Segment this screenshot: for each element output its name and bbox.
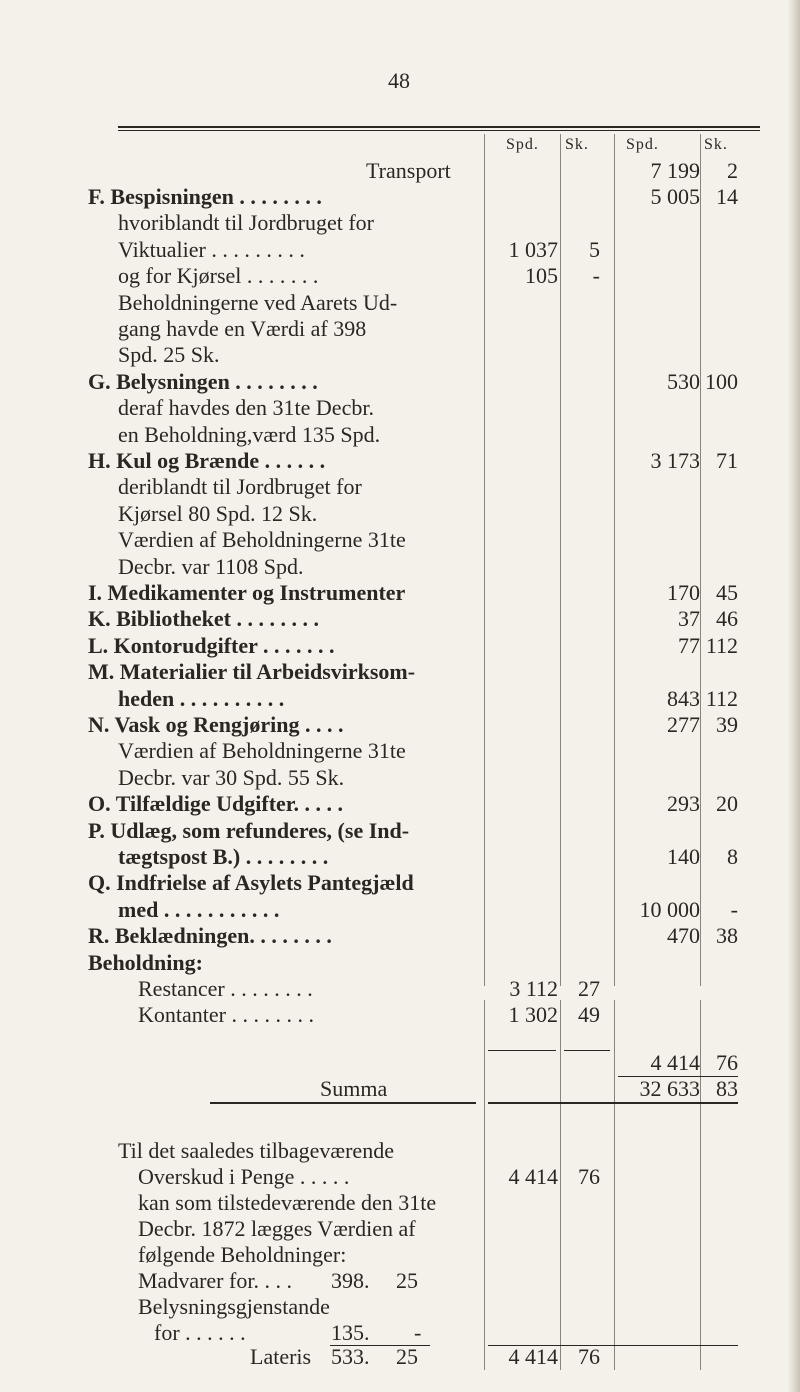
row-sk-1: 27 (578, 976, 600, 1001)
row-label: I. Medikamenter og Instrumenter (88, 580, 406, 605)
summa-rule-left (210, 1102, 476, 1104)
row-sk-2: 14 (716, 184, 738, 209)
row-label: Kontanter . . . . . . . . (138, 1002, 314, 1027)
row-spd-1: 105 (525, 263, 558, 288)
row-label: med . . . . . . . . . . . (118, 897, 280, 922)
row-spd-2: 843 (667, 686, 700, 711)
row-label: K. Bibliotheket . . . . . . . . (88, 606, 320, 631)
row-sk-2: 112 (705, 633, 738, 658)
row-sk-2: - (730, 897, 738, 922)
row-spd-2: 10 000 (639, 897, 700, 922)
bottom-line-1: Til det saaledes tilbageværende (118, 1138, 394, 1163)
row-label: Q. Indfrielse af Asylets Pantegjæld (88, 870, 414, 895)
col-header-spd-2: Spd. (626, 136, 659, 153)
lateris-spd: 4 414 (508, 1344, 558, 1369)
transport-sk: 2 (727, 158, 738, 183)
page-number: 48 (388, 68, 410, 93)
row-sk-2: 39 (716, 712, 738, 737)
row-spd-2: 77 (678, 633, 700, 658)
bottom-line-4: Decbr. 1872 lægges Værdien af (138, 1216, 416, 1241)
row-spd-2: 277 (667, 712, 700, 737)
page-edge (788, 0, 800, 1392)
row-label: Værdien af Beholdningerne 31te (118, 527, 406, 552)
top-rule-thin (118, 130, 760, 131)
summa-rule-bottom (488, 1102, 738, 1104)
belysning-spd: 135. (331, 1320, 370, 1345)
row-sk-1: 5 (589, 237, 600, 262)
row-spd-2: 37 (678, 606, 700, 631)
lateris-inner-spd: 533. (331, 1344, 370, 1369)
lateris-label: Lateris (250, 1344, 312, 1369)
row-spd-1: 3 112 (509, 976, 558, 1001)
row-label: og for Kjørsel . . . . . . . (118, 263, 319, 288)
row-label: R. Beklædningen. . . . . . . . (88, 923, 332, 948)
row-label: Spd. 25 Sk. (118, 342, 220, 367)
row-label: hvoriblandt til Jordbruget for (118, 210, 375, 235)
bottom-line-3: kan som tilstedeværende den 31te (138, 1190, 437, 1215)
row-label: Decbr. var 30 Spd. 55 Sk. (118, 765, 345, 790)
belysning-sk: - (414, 1320, 422, 1345)
bottom-line-5: følgende Beholdninger: (138, 1242, 347, 1267)
row-label: G. Belysningen . . . . . . . . (88, 369, 318, 394)
row-label: O. Tilfældige Udgifter. . . . . (88, 791, 344, 816)
row-label: N. Vask og Rengjøring . . . . (88, 712, 344, 737)
row-sk-2: 71 (716, 448, 738, 473)
summa-label: Summa (320, 1076, 388, 1101)
row-label: deriblandt til Jordbruget for (118, 474, 362, 499)
row-spd-2: 293 (667, 791, 700, 816)
row-spd-2: 5 005 (650, 184, 700, 209)
row-spd-2: 3 173 (650, 448, 700, 473)
row-label: Beholdning: (88, 950, 203, 975)
row-label: Decbr. var 1108 Spd. (118, 554, 304, 579)
col-header-spd-1: Spd. (506, 136, 539, 153)
madvarer-spd: 398. (331, 1268, 370, 1293)
row-sk-2: 45 (716, 580, 738, 605)
row-label: Viktualier . . . . . . . . . (118, 237, 305, 262)
row-label: Restancer . . . . . . . . (138, 976, 313, 1001)
top-rule (118, 126, 760, 128)
beholdning-total-sk: 76 (716, 1050, 738, 1075)
row-label: Kjørsel 80 Spd. 12 Sk. (118, 501, 318, 526)
bottom-line-6: Madvarer for. . . . (138, 1268, 292, 1293)
row-spd-1: 1 302 (508, 1002, 558, 1027)
bottom-line-7: Belysningsgjenstande (138, 1294, 330, 1319)
row-label: Beholdningerne ved Aarets Ud- (118, 290, 398, 315)
madvarer-sk: 25 (396, 1268, 418, 1293)
transport-label: Transport (366, 158, 451, 183)
row-sk-1: 49 (578, 1002, 600, 1027)
bottom-line-8: for . . . . . . (154, 1320, 246, 1345)
row-spd-2: 470 (667, 923, 700, 948)
transport-spd: 7 199 (650, 158, 700, 183)
lateris-inner-sk: 25 (396, 1344, 418, 1369)
row-label: L. Kontorudgifter . . . . . . . (88, 633, 335, 658)
row-spd-2: 530 (667, 369, 700, 394)
row-label: gang havde en Værdi af 398 (118, 316, 367, 341)
row-label: deraf havdes den 31te Decbr. (118, 395, 374, 420)
row-label: en Beholdning,værd 135 Spd. (118, 422, 381, 447)
row-label: heden . . . . . . . . . . (118, 686, 285, 711)
row-spd-2: 140 (667, 844, 700, 869)
summa-spd: 32 633 (639, 1076, 700, 1101)
summa-sk: 83 (716, 1076, 738, 1101)
overskud-spd: 4 414 (508, 1164, 558, 1189)
row-spd-1: 1 037 (508, 237, 558, 262)
overskud-sk: 76 (578, 1164, 600, 1189)
subtotal-rule (488, 1050, 556, 1051)
col-header-sk-1: Sk. (565, 136, 589, 153)
row-sk-2: 100 (705, 369, 738, 394)
row-sk-1: - (592, 263, 600, 288)
row-spd-2: 170 (667, 580, 700, 605)
row-label: H. Kul og Brænde . . . . . . (88, 448, 326, 473)
beholdning-total-spd: 4 414 (650, 1050, 700, 1075)
row-label: F. Bespisningen . . . . . . . . (88, 184, 322, 209)
row-label: P. Udlæg, som refunderes, (se Ind- (88, 818, 410, 843)
row-label: tægtspost B.) . . . . . . . . (118, 844, 329, 869)
row-label: Værdien af Beholdningerne 31te (118, 738, 406, 763)
row-sk-2: 46 (716, 606, 738, 631)
row-sk-2: 8 (727, 844, 738, 869)
row-sk-2: 112 (705, 686, 738, 711)
lateris-sk: 76 (578, 1344, 600, 1369)
row-sk-2: 20 (716, 791, 738, 816)
col-header-sk-2: Sk. (704, 136, 728, 153)
row-label: M. Materialier til Arbeidsvirksom- (88, 659, 416, 684)
row-sk-2: 38 (716, 923, 738, 948)
bottom-line-2: Overskud i Penge . . . . . (138, 1164, 350, 1189)
